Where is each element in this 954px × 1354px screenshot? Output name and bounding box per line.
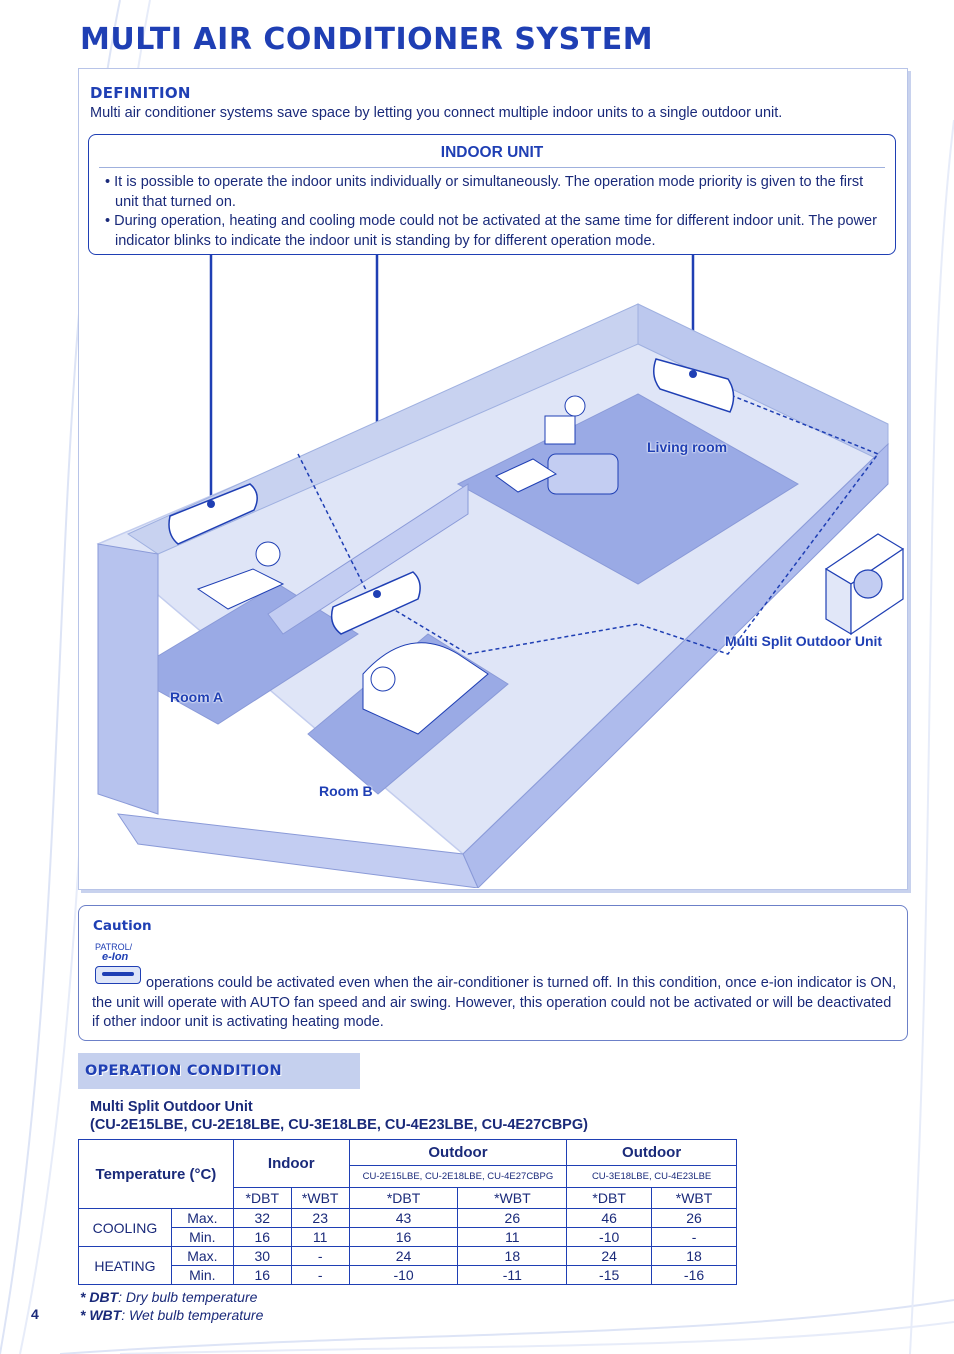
table-cell: 26 bbox=[458, 1209, 567, 1228]
min-label: Min. bbox=[171, 1266, 233, 1285]
table-cell: 32 bbox=[233, 1209, 291, 1228]
outdoor1-header: Outdoor bbox=[349, 1140, 567, 1166]
operation-condition-table bbox=[78, 1139, 737, 1285]
caution-box bbox=[78, 905, 908, 1041]
outdoor-unit-icon bbox=[826, 534, 903, 634]
sub-header: *DBT bbox=[349, 1188, 458, 1209]
indoor-unit-box bbox=[88, 134, 896, 255]
sub-header: *WBT bbox=[291, 1188, 349, 1209]
caution-heading: Caution bbox=[93, 918, 152, 934]
sub-header: *WBT bbox=[458, 1188, 567, 1209]
table-cell: -15 bbox=[567, 1266, 652, 1285]
table-cell: -11 bbox=[458, 1266, 567, 1285]
table-cell: 23 bbox=[291, 1209, 349, 1228]
e-ion-icon-top-label: PATROL/ bbox=[95, 942, 133, 952]
wbt-text: : Wet bulb temperature bbox=[121, 1307, 264, 1323]
label-living-room: Living room bbox=[647, 439, 728, 455]
max-label: Max. bbox=[171, 1247, 233, 1266]
table-cell: 18 bbox=[458, 1247, 567, 1266]
outdoor2-models: CU-3E18LBE, CU-4E23LBE bbox=[567, 1166, 737, 1188]
house-illustration bbox=[78, 254, 908, 888]
max-label: Max. bbox=[171, 1209, 233, 1228]
page-number: 4 bbox=[31, 1306, 39, 1322]
table-cell: 16 bbox=[233, 1228, 291, 1247]
table-cell: 16 bbox=[349, 1228, 458, 1247]
table-cell: -10 bbox=[349, 1266, 458, 1285]
table-cell: 24 bbox=[567, 1247, 652, 1266]
table-cell: 46 bbox=[567, 1209, 652, 1228]
label-room-b: Room B bbox=[319, 783, 373, 799]
e-ion-icon-name: e-Ion bbox=[102, 951, 129, 963]
dbt-abbr: * DBT bbox=[80, 1289, 119, 1305]
table-cell: 18 bbox=[652, 1247, 737, 1266]
cooling-label: COOLING bbox=[79, 1209, 172, 1247]
table-cell: 24 bbox=[349, 1247, 458, 1266]
sub-header: *DBT bbox=[567, 1188, 652, 1209]
table-cell: -10 bbox=[567, 1228, 652, 1247]
table-cell: 11 bbox=[458, 1228, 567, 1247]
indoor-unit-text bbox=[105, 173, 885, 251]
indoor-bullet-2: • During operation, heating and cooling mode could not be activated at the same time for different indoor unit. The power indicator blinks to indicate the indoor unit is standing by for different operation mode. bbox=[105, 213, 877, 249]
indoor-header: Indoor bbox=[233, 1140, 349, 1188]
label-room-a: Room A bbox=[170, 689, 224, 705]
table-cell: - bbox=[652, 1228, 737, 1247]
wbt-abbr: * WBT bbox=[80, 1307, 122, 1323]
temperature-header: Temperature (°C) bbox=[79, 1140, 234, 1209]
definition-text: Multi air conditioner systems save space by letting you connect multiple indoor units to a single outdoor unit. bbox=[90, 105, 783, 121]
heating-label: HEATING bbox=[79, 1247, 172, 1285]
table-cell: - bbox=[291, 1247, 349, 1266]
caution-text: operations could be activated even when the air-conditioner is turned off. In this condition, once e-ion indicator is ON, the unit will operate with AUTO fan speed and air swing. However, this operation could not be activated or will be deactivated if other indoor unit is activating heating mode. bbox=[92, 975, 897, 1030]
outdoor-unit-models bbox=[90, 1098, 588, 1134]
page-title: MULTI AIR CONDITIONER SYSTEM bbox=[80, 22, 654, 57]
unit-line-1: Multi Split Outdoor Unit bbox=[90, 1099, 253, 1115]
dbt-text: : Dry bulb temperature bbox=[118, 1289, 258, 1305]
table-legend bbox=[80, 1288, 263, 1324]
operation-condition-banner bbox=[78, 1053, 360, 1089]
divider bbox=[99, 167, 885, 168]
sub-header: *DBT bbox=[233, 1188, 291, 1209]
table-cell: 26 bbox=[652, 1209, 737, 1228]
table-cell: 11 bbox=[291, 1228, 349, 1247]
definition-heading: DEFINITION bbox=[90, 84, 191, 102]
outdoor2-header: Outdoor bbox=[567, 1140, 737, 1166]
table-cell: -16 bbox=[652, 1266, 737, 1285]
sub-header: *WBT bbox=[652, 1188, 737, 1209]
label-outdoor-unit: Multi Split Outdoor Unit bbox=[725, 633, 883, 649]
indoor-unit-heading: INDOOR UNIT bbox=[440, 144, 544, 161]
table-cell: 16 bbox=[233, 1266, 291, 1285]
operation-condition-heading: OPERATION CONDITION bbox=[85, 1063, 282, 1079]
outdoor1-models: CU-2E15LBE, CU-2E18LBE, CU-4E27CBPG bbox=[349, 1166, 567, 1188]
indoor-bullet-1: • It is possible to operate the indoor units individually or simultaneously. The operation mode priority is given to the first unit that turned on. bbox=[105, 174, 864, 210]
table-cell: 43 bbox=[349, 1209, 458, 1228]
min-label: Min. bbox=[171, 1228, 233, 1247]
unit-line-2: (CU-2E15LBE, CU-2E18LBE, CU-3E18LBE, CU-4E23LBE, CU-4E27CBPG) bbox=[90, 1117, 588, 1133]
table-cell: - bbox=[291, 1266, 349, 1285]
table-cell: 30 bbox=[233, 1247, 291, 1266]
